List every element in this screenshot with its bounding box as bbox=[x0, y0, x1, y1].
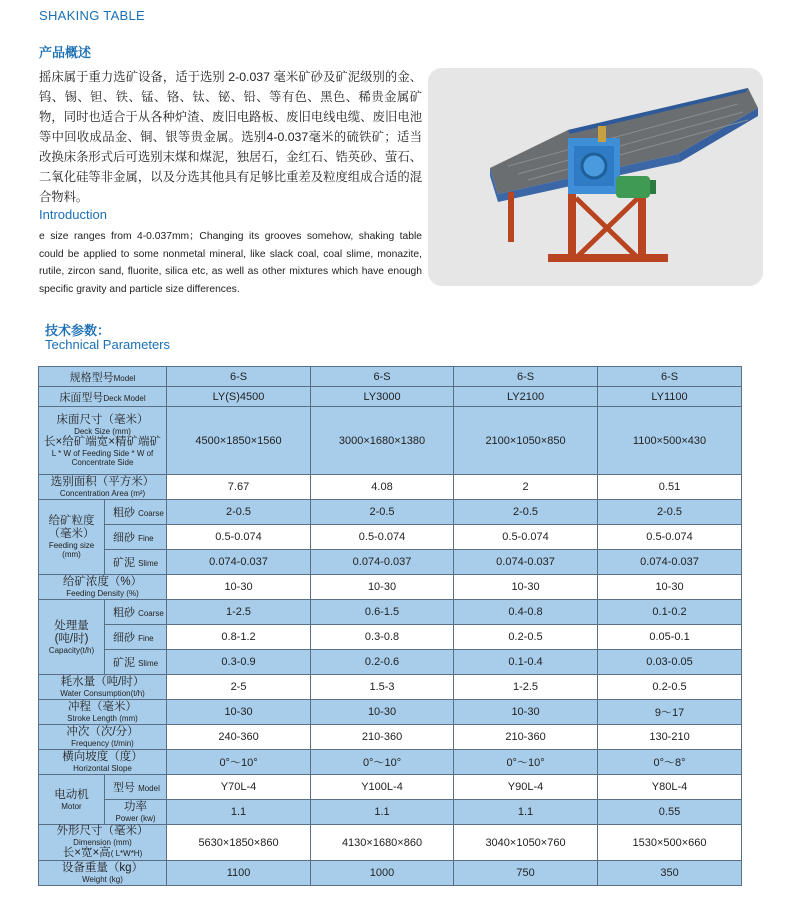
motor-power-cell: 1.1 bbox=[454, 800, 598, 825]
water-cell: 0.2-0.5 bbox=[598, 675, 742, 700]
area-cell: 0.51 bbox=[598, 475, 742, 500]
frequency-cell: 130-210 bbox=[598, 725, 742, 750]
motor-model-label: 型号 Model bbox=[105, 775, 167, 800]
deck-size-label: 床面尺寸（毫米） Deck Size (mm) 长×给矿端宽×精矿端矿 L * W of Feeding Side * W of Concentrate Side bbox=[39, 407, 167, 475]
deck-cell: LY2100 bbox=[454, 387, 598, 407]
deck-cell: LY1100 bbox=[598, 387, 742, 407]
stroke-cell: 10-30 bbox=[311, 700, 454, 725]
water-cell: 2-5 bbox=[167, 675, 311, 700]
frequency-cell: 210-360 bbox=[454, 725, 598, 750]
deck-label: 床面型号Deck Model bbox=[39, 387, 167, 407]
coarse-label: 粗砂 Coarse bbox=[105, 600, 167, 625]
introduction-text: e size ranges from 4-0.037mm；Changing its grooves somehow, shaking table could be applied to some nonmetal mineral, like slack coal, coal slime, monazite, rutile, zircon sand, fluorite, silica etc, as well as other mixtures which have enough specific gravity and particle size differences. bbox=[39, 231, 422, 296]
coarse-label: 粗砂 Coarse bbox=[105, 500, 167, 525]
motor-power-cell: 0.55 bbox=[598, 800, 742, 825]
fine-label: 细砂 Fine bbox=[105, 625, 167, 650]
slope-cell: 0°～10° bbox=[454, 750, 598, 775]
table-row bbox=[39, 525, 742, 550]
cap-fine-cell: 0.8-1.2 bbox=[167, 625, 311, 650]
feed-slime-cell: 0.074-0.037 bbox=[454, 550, 598, 575]
water-cell: 1.5-3 bbox=[311, 675, 454, 700]
table-row bbox=[39, 500, 742, 525]
slope-cell: 0°～8° bbox=[598, 750, 742, 775]
slime-label: 矿泥 Slime bbox=[105, 550, 167, 575]
model-cell: 6-S bbox=[598, 367, 742, 387]
tech-heading-en: Technical Parameters bbox=[45, 337, 170, 352]
table-row bbox=[39, 387, 742, 407]
slope-cell: 0°～10° bbox=[311, 750, 454, 775]
cap-slime-cell: 0.2-0.6 bbox=[311, 650, 454, 675]
weight-cell: 1000 bbox=[311, 861, 454, 886]
motor-model-cell: Y80L-4 bbox=[598, 775, 742, 800]
cap-coarse-cell: 0.1-0.2 bbox=[598, 600, 742, 625]
motor-model-cell: Y70L-4 bbox=[167, 775, 311, 800]
feed-fine-cell: 0.5-0.074 bbox=[598, 525, 742, 550]
deck-cell: LY3000 bbox=[311, 387, 454, 407]
weight-cell: 350 bbox=[598, 861, 742, 886]
feed-coarse-cell: 2-0.5 bbox=[454, 500, 598, 525]
stroke-cell: 10-30 bbox=[167, 700, 311, 725]
feed-coarse-cell: 2-0.5 bbox=[311, 500, 454, 525]
density-cell: 10-30 bbox=[598, 575, 742, 600]
density-label: 给矿浓度（%） Feeding Density (%) bbox=[39, 575, 167, 600]
dimension-cell: 5630×1850×860 bbox=[167, 825, 311, 861]
table-row bbox=[39, 861, 742, 886]
dimension-cell: 4130×1680×860 bbox=[311, 825, 454, 861]
frequency-label: 冲次（次/分） Frequency (t/min) bbox=[39, 725, 167, 750]
cap-slime-cell: 0.3-0.9 bbox=[167, 650, 311, 675]
deck-size-cell: 2100×1050×850 bbox=[454, 407, 598, 475]
weight-label: 设备重量（kg） Weight (kg) bbox=[39, 861, 167, 886]
area-cell: 4.08 bbox=[311, 475, 454, 500]
model-label: 规格型号Model bbox=[39, 367, 167, 387]
slope-label: 横向坡度（度） Horizontal Slope bbox=[39, 750, 167, 775]
cap-fine-cell: 0.05-0.1 bbox=[598, 625, 742, 650]
overview-heading: 产品概述 bbox=[39, 45, 92, 60]
table-row bbox=[39, 775, 742, 800]
table-row bbox=[39, 800, 742, 825]
table-row bbox=[39, 550, 742, 575]
slope-cell: 0°～10° bbox=[167, 750, 311, 775]
cap-coarse-cell: 0.4-0.8 bbox=[454, 600, 598, 625]
density-cell: 10-30 bbox=[454, 575, 598, 600]
frequency-cell: 240-360 bbox=[167, 725, 311, 750]
deck-cell: LY(S)4500 bbox=[167, 387, 311, 407]
motor-label: 电动机 Motor bbox=[39, 775, 105, 825]
table-row bbox=[39, 675, 742, 700]
feed-slime-cell: 0.074-0.037 bbox=[311, 550, 454, 575]
model-cell: 6-S bbox=[311, 367, 454, 387]
dimension-label: 外形尺寸（毫米） Dimension (mm) 长×宽×高( L*W*H) bbox=[39, 825, 167, 861]
stroke-label: 冲程（毫米） Stroke Length (mm) bbox=[39, 700, 167, 725]
deck-size-cell: 4500×1850×1560 bbox=[167, 407, 311, 475]
model-cell: 6-S bbox=[454, 367, 598, 387]
water-label: 耗水量（吨/时） Water Consumption(t/h) bbox=[39, 675, 167, 700]
table-row bbox=[39, 367, 742, 387]
table-row bbox=[39, 700, 742, 725]
cap-fine-cell: 0.3-0.8 bbox=[311, 625, 454, 650]
table-row bbox=[39, 725, 742, 750]
density-cell: 10-30 bbox=[311, 575, 454, 600]
motor-model-cell: Y90L-4 bbox=[454, 775, 598, 800]
area-cell: 2 bbox=[454, 475, 598, 500]
stroke-cell: 10-30 bbox=[454, 700, 598, 725]
feed-slime-cell: 0.074-0.037 bbox=[598, 550, 742, 575]
dimension-cell: 3040×1050×760 bbox=[454, 825, 598, 861]
introduction-heading: Introduction bbox=[39, 207, 107, 222]
page-title: SHAKING TABLE bbox=[39, 8, 146, 23]
overview-text: 摇床属于重力选矿设备，适于选别 2-0.037 毫米矿砂及矿泥级别的金、钨、锡、钽、铁、锰、铬、钛、铋、铅、等有色、黑色、稀贵金属矿物，同时也适合于从各种炉渣、废旧电路板、废旧电线电缆、废旧电池等中回收成品金、铜、银等贵金属。选别4-0.037毫米的硫铁矿；适当改换床条形式后可选别末煤和煤泥，独居石，金红石、锆英砂、萤石、二氧化硅等非金属，以及分选其他具有足够比重差及粒度组成合适的混合物料。 bbox=[39, 70, 422, 204]
table-row bbox=[39, 650, 742, 675]
weight-cell: 750 bbox=[454, 861, 598, 886]
density-cell: 10-30 bbox=[167, 575, 311, 600]
table-row bbox=[39, 575, 742, 600]
motor-model-cell: Y100L-4 bbox=[311, 775, 454, 800]
water-cell: 1-2.5 bbox=[454, 675, 598, 700]
feed-fine-cell: 0.5-0.074 bbox=[167, 525, 311, 550]
frequency-cell: 210-360 bbox=[311, 725, 454, 750]
area-label: 选别面积（平方米） Concentration Area (m²) bbox=[39, 475, 167, 500]
dimension-cell: 1530×500×660 bbox=[598, 825, 742, 861]
shaking-table-photo bbox=[428, 68, 763, 286]
table-row bbox=[39, 750, 742, 775]
motor-power-label: 功率 Power (kw) bbox=[105, 800, 167, 825]
motor-power-cell: 1.1 bbox=[167, 800, 311, 825]
table-row bbox=[39, 625, 742, 650]
feed-coarse-cell: 2-0.5 bbox=[167, 500, 311, 525]
deck-size-cell: 3000×1680×1380 bbox=[311, 407, 454, 475]
feeding-size-label: 给矿粒度 （毫米） Feeding size (mm) bbox=[39, 500, 105, 575]
cap-coarse-cell: 0.6-1.5 bbox=[311, 600, 454, 625]
table-row bbox=[39, 600, 742, 625]
fine-label: 细砂 Fine bbox=[105, 525, 167, 550]
feed-fine-cell: 0.5-0.074 bbox=[311, 525, 454, 550]
stroke-cell: 9～17 bbox=[598, 700, 742, 725]
cap-coarse-cell: 1-2.5 bbox=[167, 600, 311, 625]
tech-heading-cn: 技术参数： bbox=[45, 323, 111, 338]
area-cell: 7.67 bbox=[167, 475, 311, 500]
table-row bbox=[39, 825, 742, 861]
cap-slime-cell: 0.03-0.05 bbox=[598, 650, 742, 675]
table-row bbox=[39, 407, 742, 475]
parameters-table bbox=[38, 366, 742, 886]
slime-label: 矿泥 Slime bbox=[105, 650, 167, 675]
table-row bbox=[39, 475, 742, 500]
motor-power-cell: 1.1 bbox=[311, 800, 454, 825]
capacity-label: 处理量 (吨/时) Capacity(t/h) bbox=[39, 600, 105, 675]
deck-size-cell: 1100×500×430 bbox=[598, 407, 742, 475]
cap-fine-cell: 0.2-0.5 bbox=[454, 625, 598, 650]
cap-slime-cell: 0.1-0.4 bbox=[454, 650, 598, 675]
feed-coarse-cell: 2-0.5 bbox=[598, 500, 742, 525]
feed-slime-cell: 0.074-0.037 bbox=[167, 550, 311, 575]
model-cell: 6-S bbox=[167, 367, 311, 387]
weight-cell: 1100 bbox=[167, 861, 311, 886]
feed-fine-cell: 0.5-0.074 bbox=[454, 525, 598, 550]
